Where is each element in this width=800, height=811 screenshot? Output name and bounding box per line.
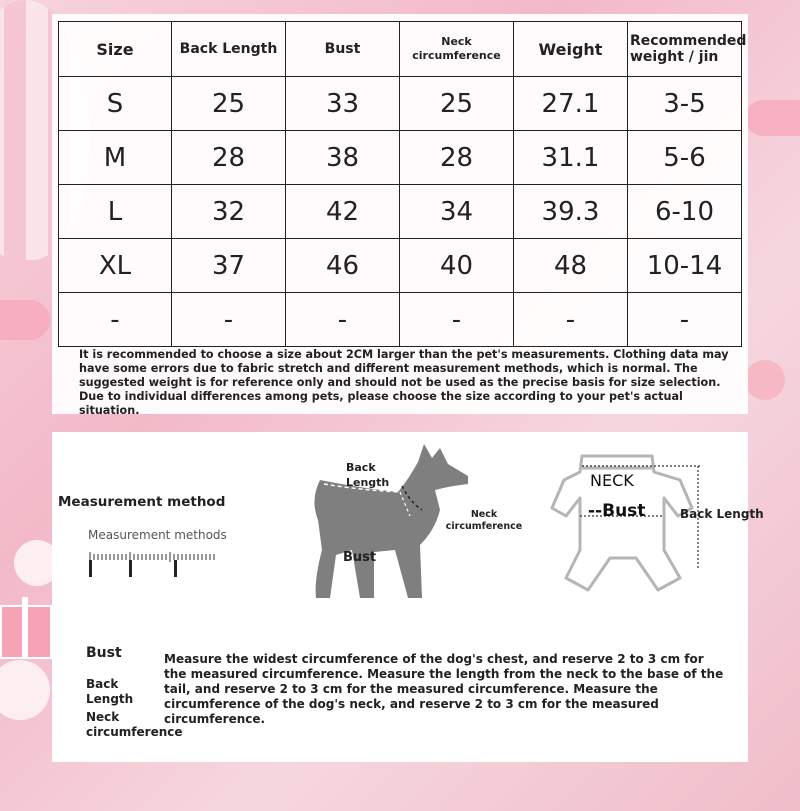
cell-bust: 33	[286, 77, 400, 131]
cell-neck: 34	[400, 185, 514, 239]
cell-weight: 27.1	[514, 77, 628, 131]
cell-size: -	[59, 293, 172, 347]
header-weight: Weight	[514, 22, 628, 77]
gift-box-decoration	[0, 605, 52, 659]
measurement-method-title: Measurement method	[58, 494, 226, 510]
definition-term-bust: Bust	[86, 645, 122, 661]
ruler-icon	[88, 548, 216, 578]
cell-neck: -	[400, 293, 514, 347]
cell-bust: 46	[286, 239, 400, 293]
balloon-decoration	[0, 660, 50, 720]
cell-size: L	[59, 185, 172, 239]
dog-bust-label: Bust	[343, 550, 377, 565]
cloud-decoration	[0, 300, 50, 340]
cell-neck: 25	[400, 77, 514, 131]
dog-back-length-label: Back Length	[346, 461, 390, 489]
size-note: It is recommended to choose a size about 2CM larger than the pet's measurements. Clothing data may have some errors due to fabric stretch and different measurement methods, which is normal. The suggested weight is for reference only and should not be used as the precise basis for size selection. Due to individual differences among pets, please choose the size according to your pet's actual situation.	[79, 348, 729, 417]
cell-bust: 38	[286, 131, 400, 185]
cell-weight: 48	[514, 239, 628, 293]
size-table	[58, 21, 747, 347]
cell-back-length: 32	[172, 185, 286, 239]
ruler-label: Measurement methods	[88, 528, 227, 542]
header-neck: Neck circumference	[400, 22, 514, 77]
cell-weight: 31.1	[514, 131, 628, 185]
cell-weight: -	[514, 293, 628, 347]
cell-neck: 40	[400, 239, 514, 293]
definition-term-neck: Neck circumference	[86, 710, 183, 739]
cell-neck: 28	[400, 131, 514, 185]
table-row	[59, 239, 742, 293]
header-recommended-weight: Recommended weight / jin	[628, 22, 742, 77]
table-row	[59, 77, 742, 131]
cell-bust: 42	[286, 185, 400, 239]
balloon-decoration	[745, 360, 785, 400]
definition-term-back-length: Back Length	[86, 677, 134, 706]
clothing-bust-label: --Bust	[588, 501, 646, 521]
cell-back-length: 28	[172, 131, 286, 185]
clothing-back-length-label: Back Length	[680, 507, 764, 521]
header-back-length: Back Length	[172, 22, 286, 77]
cell-bust: -	[286, 293, 400, 347]
cell-weight: 39.3	[514, 185, 628, 239]
header-size: Size	[59, 22, 172, 77]
table-row	[59, 131, 742, 185]
clothing-neck-label: NECK	[590, 471, 634, 490]
cell-size: XL	[59, 239, 172, 293]
cell-recommended: 10-14	[628, 239, 742, 293]
dog-neck-label: Neck circumference	[445, 509, 523, 532]
cell-recommended: 3-5	[628, 77, 742, 131]
cell-back-length: -	[172, 293, 286, 347]
cell-recommended: -	[628, 293, 742, 347]
cell-size: M	[59, 131, 172, 185]
definition-text: Measure the widest circumference of the dog's chest, and reserve 2 to 3 cm for the measured circumference. Measure the length from the neck to the base of the tail, and reserve 2 to 3 cm for the measured circumference. Measure the circumference of the dog's neck, and reserve 2 to 3 cm for the measured circumference.	[164, 652, 724, 726]
header-bust: Bust	[286, 22, 400, 77]
table-row	[59, 293, 742, 347]
table-header-row	[59, 22, 742, 77]
cell-size: S	[59, 77, 172, 131]
cell-back-length: 37	[172, 239, 286, 293]
cloud-decoration	[745, 100, 800, 136]
cell-back-length: 25	[172, 77, 286, 131]
cell-recommended: 5-6	[628, 131, 742, 185]
table-row	[59, 185, 742, 239]
cell-recommended: 6-10	[628, 185, 742, 239]
